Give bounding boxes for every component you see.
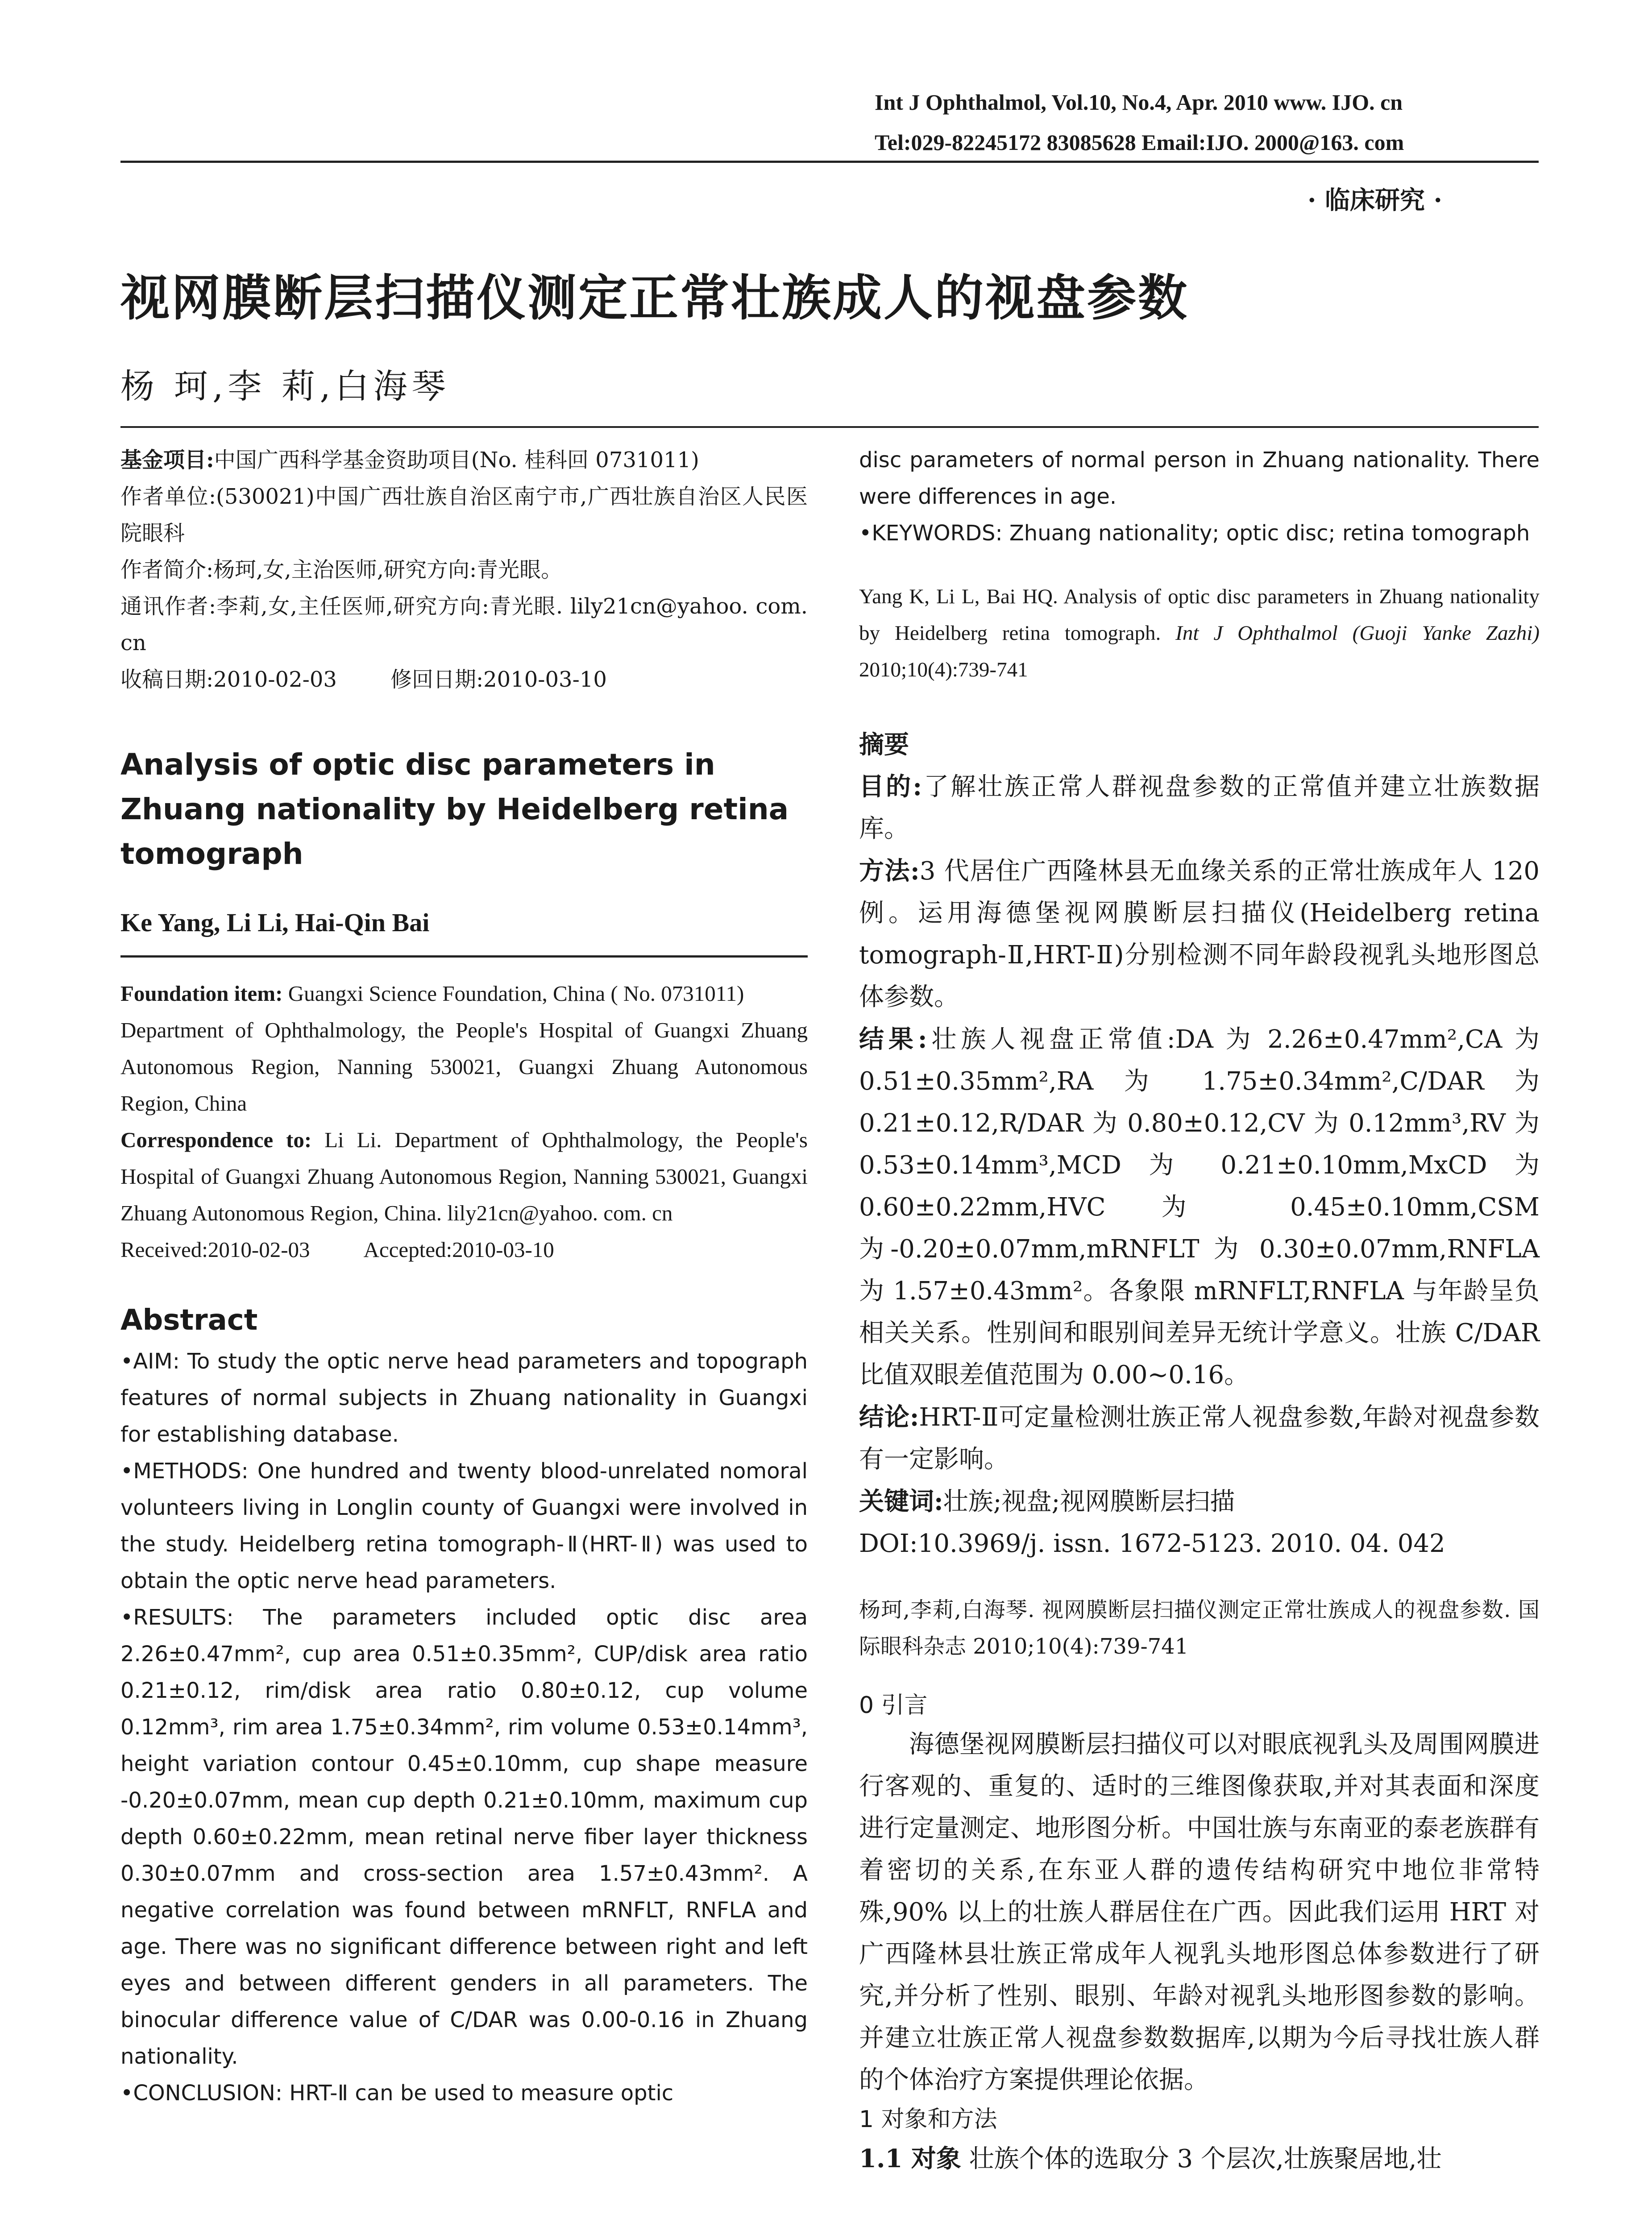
unit-info: 作者单位:(530021)中国广西壮族自治区南宁市,广西壮族自治区人民医院眼科 <box>120 484 808 546</box>
journal-header: Int J Ophthalmol, Vol.10, No.4, Apr. 2010 www. IJO. cn <box>875 90 1403 115</box>
title-rule <box>120 426 1539 428</box>
dates-en: Received:2010-02-03 Accepted:2010-03-10 <box>120 1237 554 1262</box>
methods-heading: 1 对象和方法 <box>859 2106 997 2133</box>
abstract-results: • RESULTS: The parameters included optic disc area 2.26±0.47mm², cup area 0.51±0.35mm², CUP/disk area ratio 0.21±0.12, rim/disk area ratio 0.80±0.12, cup volume 0.12mm³, rim area 1.75±0.34mm², rim volume 0.53±0.14mm³, height variation contour 0.45±0.10mm, cup shape measure -0.20±0.07mm, mean cup depth 0.21±0.10mm, maximum cup depth 0.60±0.22mm, mean retinal nerve fiber layer thickness 0.30±0.07mm and cross-section area 1.57±0.43mm². A negative correlation was found between mRNFLT, RNFLA and age. There was no significant difference between right and left eyes and between different genders in all parameters. The binocular difference value of C/DAR was 0.00-0.16 in Zhuang nationality. <box>120 1599 808 2075</box>
abstract-methods: • METHODS: One hundred and twenty blood-unrelated nomoral volunteers living in Longlin county of Guangxi were involved in the study. Heidelberg retina tomograph-Ⅱ(HRT-Ⅱ) was used to obtain the optic nerve head parameters. <box>120 1453 808 1599</box>
abstract-cn-results: 结果:壮族人视盘正常值:DA 为 2.26±0.47mm²,CA 为 0.51±0.35mm²,RA 为 1.75±0.34mm²,C/DAR 为 0.21±0.12,R/DAR 为 0.80±0.12,CV 为 0.12mm³,RV 为 0.53±0.14mm³,MCD 为 0.21±0.10mm,MxCD 为 0.60±0.22mm,HVC 为 0.45±0.10mm,CSM 为-0.20±0.07mm,mRNFLT 为 0.30±0.07mm,RNFLA 为 1.57±0.43mm²。各象限 mRNFLT,RNFLA 与年龄呈负相关关系。性别间和眼别间差异无统计学意义。壮族 C/DAR 比值双眼差值范围为 0.00~0.16。 <box>859 1024 1540 1389</box>
intro-paragraph: 海德堡视网膜断层扫描仪可以对眼底视乳头及周围网膜进行客观的、重复的、适时的三维图像获取,并对其表面和深度进行定量测定、地形图分析。中国壮族与东南亚的泰老族群有着密切的关系,在东亚人群的遗传结构研究中地位非常特殊,90% 以上的壮族人群居住在广西。因此我们运用 HRT 对广西隆林县壮族正常成年人视乳头地形图总体参数进行了研究,并分析了性别、眼别、年龄对视乳头地形图参数的影响。并建立壮族正常人视盘参数数据库,以期为今后寻找壮族人群的个体治疗方案提供理论依据。 <box>859 1730 1540 2094</box>
foundation-item: Foundation item: Guangxi Science Foundation, China ( No. 0731011) <box>120 981 744 1006</box>
paper-title-cn: 视网膜断层扫描仪测定正常壮族成人的视盘参数 <box>120 270 1189 327</box>
doi: DOI:10.3969/j. issn. 1672-5123. 2010. 04. 042 <box>859 1529 1445 1558</box>
abstract-conclusion-start: • CONCLUSION: HRT-Ⅱ can be used to measure optic <box>120 2075 808 2111</box>
abstract-cn-methods: 方法:3 代居住广西隆林县无血缘关系的正常壮族成年人 120 例。运用海德堡视网膜断层扫描仪(Heidelberg retina tomograph-Ⅱ,HRT-Ⅱ)分别检测不同年龄段视乳头地形图总体参数。 <box>859 856 1540 1012</box>
section-tag: · 临床研究 · <box>1307 186 1442 215</box>
contact-header: Tel:029-82245172 83085628 Email:IJO. 2000@163. com <box>875 130 1404 155</box>
author-bio: 作者简介:杨珂,女,主治医师,研究方向:青光眼。 <box>120 557 563 582</box>
citation-cn: 杨珂,李莉,白海琴. 视网膜断层扫描仪测定正常壮族成人的视盘参数. 国际眼科杂志 2010;10(4):739-741 <box>859 1597 1540 1659</box>
right-column <box>859 442 1540 2180</box>
dates-cn: 收稿日期:2010-02-03 修回日期:2010-03-10 <box>120 667 607 692</box>
abstract-cn-heading: 摘要 <box>859 730 909 759</box>
authors-cn: 杨 珂,李 莉,白海琴 <box>120 366 450 406</box>
department-en: Department of Ophthalmology, the People's Hospital of Guangxi Zhuang Autonomous Region, Nanning 530021, Guangxi Zhuang Autonomous Region, China <box>120 1018 808 1116</box>
intro-heading: 0 引言 <box>859 1692 928 1719</box>
citation-en: Yang K, Li L, Bai HQ. Analysis of optic disc parameters in Zhuang nationality by Heidelberg retina tomograph. Int J Ophthalmol (Guoji Yanke Zazhi) 2010;10(4):739-741 <box>859 585 1540 681</box>
keywords-en: • KEYWORDS: Zhuang nationality; optic disc; retina tomograph <box>859 515 1540 552</box>
left-column <box>120 442 808 2111</box>
paper-title-en: Analysis of optic disc parameters in Zhuang nationality by Heidelberg retina tomograph <box>120 747 789 871</box>
subjects-paragraph: 1.1 对象 壮族个体的选取分 3 个层次,壮族聚居地,壮 <box>859 2144 1442 2173</box>
corresponding-author-cn: 通讯作者:李莉,女,主任医师,研究方向:青光眼. lily21cn@yahoo. com. cn <box>120 594 808 655</box>
abstract-heading: Abstract <box>120 1304 258 1337</box>
abstract-cn-aim: 目的:了解壮族正常人群视盘参数的正常值并建立壮族数据库。 <box>859 772 1540 843</box>
header-rule <box>120 161 1539 163</box>
authors-rule <box>120 955 808 958</box>
authors-en: Ke Yang, Li Li, Hai-Qin Bai <box>120 908 430 937</box>
abstract-conclusion-end: disc parameters of normal person in Zhuang nationality. There were differences in age. <box>859 448 1540 509</box>
abstract-aim: • AIM: To study the optic nerve head parameters and topograph features of normal subjects in Zhuang nationality in Guangxi for establishing database. <box>120 1343 808 1453</box>
keywords-cn: 关键词:壮族;视盘;视网膜断层扫描 <box>859 1487 1235 1516</box>
correspondence-en: Correspondence to: Li Li. Department of Ophthalmology, the People's Hospital of Guangxi Zhuang Autonomous Region, Nanning 530021, Guangxi Zhuang Autonomous Region, China. lily21cn@yahoo. com. cn <box>120 1128 808 1225</box>
abstract-cn-conclusion: 结论:HRT-Ⅱ可定量检测壮族正常人视盘参数,年龄对视盘参数有一定影响。 <box>859 1402 1540 1474</box>
fund-info: 基金项目:中国广西科学基金资助项目(No. 桂科回 0731011) <box>120 448 699 473</box>
